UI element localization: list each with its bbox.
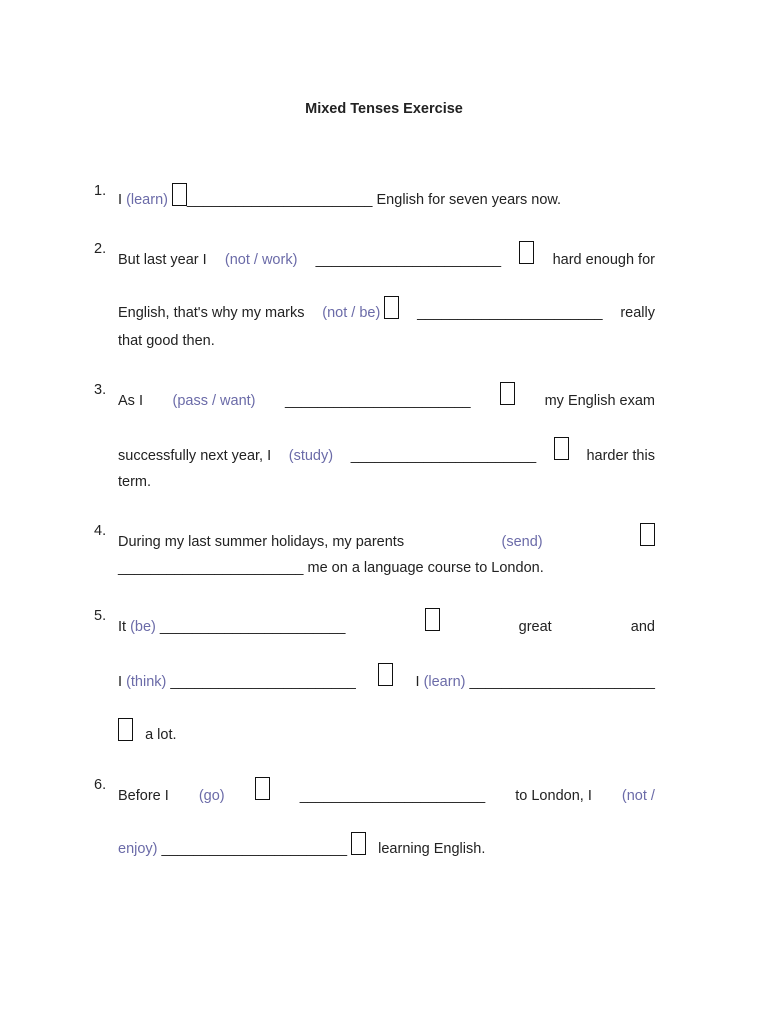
answer-checkbox[interactable] — [425, 608, 440, 631]
answer-blank[interactable]: _______________________ — [350, 448, 537, 464]
answer-checkbox[interactable] — [500, 382, 515, 405]
answer-checkbox[interactable] — [519, 241, 534, 264]
item-text: It — [118, 619, 127, 635]
item-number: 2. — [94, 241, 107, 257]
item-text: I — [415, 674, 420, 690]
answer-checkbox[interactable] — [378, 663, 393, 686]
item-5-line-1 — [118, 608, 655, 636]
item-text: a lot. — [145, 727, 177, 743]
answer-checkbox[interactable] — [255, 777, 270, 800]
item-text: me on a language course to London. — [307, 560, 544, 576]
item-text: term. — [118, 474, 152, 490]
verb-hint: (be) — [130, 619, 156, 635]
item-text: successfully next year, I — [118, 448, 272, 464]
item-5-line-3 — [118, 718, 655, 744]
item-3-line-2 — [118, 437, 655, 465]
answer-blank[interactable]: _______________________ — [299, 788, 486, 804]
answer-blank[interactable]: _______________________ — [469, 674, 655, 690]
item-text: and — [630, 619, 655, 635]
item-number: 3. — [94, 382, 107, 398]
answer-checkbox[interactable] — [554, 437, 569, 460]
verb-hint: (learn) — [423, 674, 466, 690]
verb-hint: (not / — [621, 788, 655, 804]
item-text: During my last summer holidays, my parents — [118, 534, 405, 550]
verb-hint: (not / work) — [224, 252, 298, 268]
item-2-line-3 — [118, 332, 655, 350]
verb-hint: (not / be) — [322, 305, 381, 321]
item-2-line-1 — [118, 241, 655, 269]
item-number: 6. — [94, 777, 107, 793]
item-text: I — [118, 192, 123, 208]
item-text: that good then. — [118, 333, 215, 349]
item-text: As I — [118, 393, 143, 409]
answer-checkbox[interactable] — [172, 183, 187, 206]
item-6-line-2 — [118, 832, 655, 858]
item-3-line-1 — [118, 382, 655, 410]
answer-blank[interactable]: _______________________ — [187, 192, 373, 208]
item-number: 5. — [94, 608, 107, 624]
item-4-line-1 — [118, 523, 655, 551]
answer-blank[interactable]: _______________________ — [118, 560, 304, 576]
item-2-line-2 — [118, 296, 655, 322]
item-3-line-3 — [118, 473, 655, 491]
item-text: my English exam — [544, 393, 655, 409]
item-text: really — [620, 305, 655, 321]
verb-hint: enjoy) — [118, 841, 158, 857]
item-5-line-2 — [118, 663, 655, 691]
verb-hint: (send) — [501, 534, 543, 550]
item-6-line-1 — [118, 777, 655, 805]
item-number: 4. — [94, 523, 107, 539]
item-text: hard enough for — [552, 252, 655, 268]
verb-hint: (learn) — [126, 192, 168, 208]
verb-hint: (go) — [198, 788, 225, 804]
item-text: I — [118, 674, 123, 690]
item-text: But last year I — [118, 252, 207, 268]
item-4-line-2 — [118, 559, 655, 577]
verb-hint: (study) — [288, 448, 334, 464]
answer-checkbox[interactable] — [351, 832, 366, 855]
verb-hint: (think) — [126, 674, 167, 690]
item-text: English, that's why my marks — [118, 305, 305, 321]
answer-blank[interactable]: _______________________ — [417, 305, 603, 321]
answer-blank[interactable]: _______________________ — [161, 841, 348, 857]
answer-checkbox[interactable] — [384, 296, 399, 319]
answer-checkbox[interactable] — [640, 523, 655, 546]
answer-blank[interactable]: _______________________ — [315, 252, 502, 268]
answer-checkbox[interactable] — [118, 718, 133, 741]
page-title: Mixed Tenses Exercise — [305, 101, 463, 117]
item-1-line-1 — [118, 183, 655, 209]
item-text: Before I — [118, 788, 169, 804]
item-text: learning English. — [378, 841, 486, 857]
item-text: great — [518, 619, 552, 635]
answer-blank[interactable]: _______________________ — [170, 674, 356, 690]
item-number: 1. — [94, 183, 107, 199]
answer-blank[interactable]: _______________________ — [285, 393, 471, 409]
item-text: English for seven years now. — [376, 192, 562, 208]
answer-blank[interactable]: _______________________ — [159, 619, 346, 635]
verb-hint: (pass / want) — [172, 393, 256, 409]
item-text: harder this — [586, 448, 655, 464]
item-text: to London, I — [515, 788, 592, 804]
